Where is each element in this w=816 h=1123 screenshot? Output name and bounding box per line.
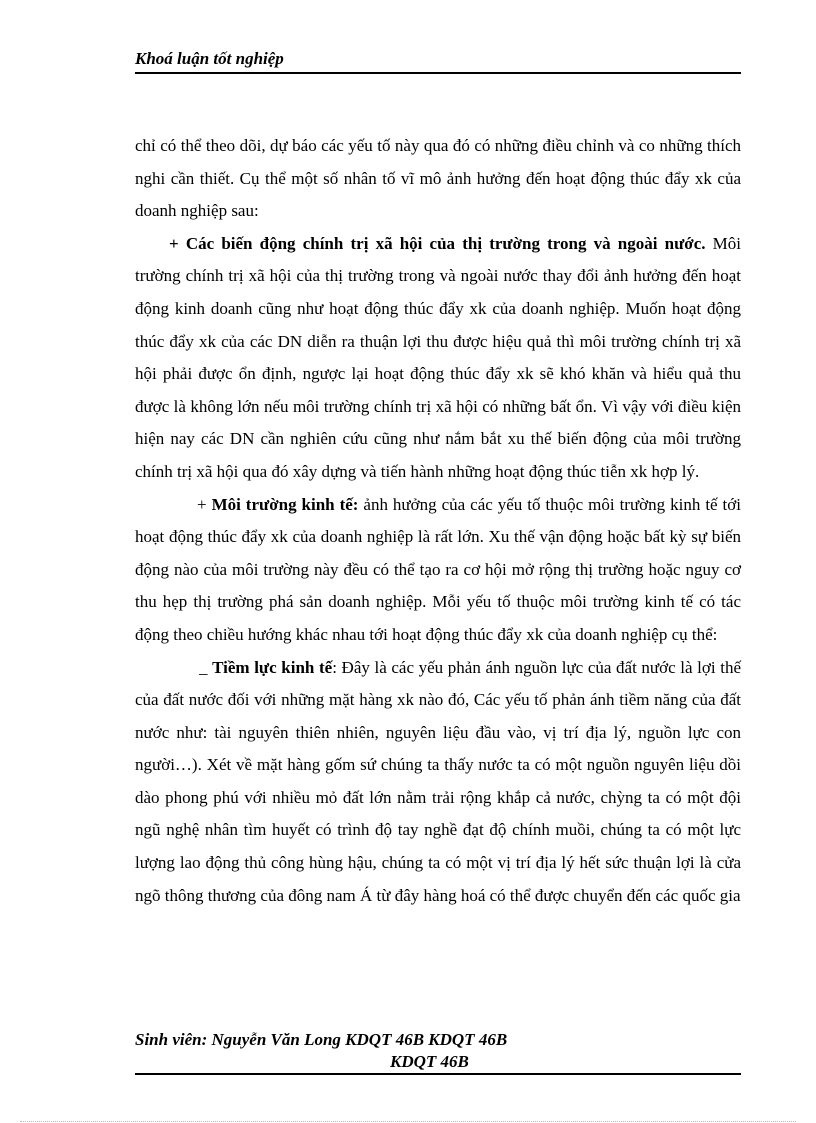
- bullet-economic: +: [197, 494, 212, 514]
- text-political: Môi trường chính trị xã hội của thị trường trong và ngoài nước thay đổi ảnh hưởng đến hoạt động kinh doanh cũng như hoạt động thúc đẩy xk của doanh nghiệp. Muốn hoạt động thúc đẩy xk của các DN diễn ra thuận lợi thu được hiệu quả thì môi trường chính trị xã hội phải được ổn định, ngược lại hoạt động thúc đẩy xk sẽ khó khăn và hiểu quả thu được là không lớn nếu môi trường chính trị xã hội có những bất ổn. Vì vậy với điều kiện hiện nay các DN cần nghiên cứu cũng như nắm bắt xu thế biến động của môi trường chính trị xã hội qua đó xây dựng và tiến hành những hoạt động thúc tiễn xk hợp lý.: [135, 233, 741, 481]
- heading-economic: Môi trường kinh tế:: [211, 494, 359, 514]
- text-economic: ảnh hưởng của các yếu tố thuộc môi trường kinh tế tới hoạt động thúc đẩy xk của doanh nghiệp là rất lớn. Xu thế vận động hoặc bất kỳ sự biến động nào của môi trường này đều có thể tạo ra cơ hội mở rộng thị trường hoặc nguy cơ thu hẹp thị trường phá sản doanh nghiệp. Mỗi yếu tố thuộc môi trường kinh tế có tác động theo chiều hướng khác nhau tới hoạt động thúc đẩy xk của doanh nghiệp cụ thể:: [135, 494, 741, 644]
- text-potential: : Đây là các yếu phản ánh nguồn lực của đất nước là lợi thế của đất nước đối với những mặt hàng xk nào đó, Các yếu tố phản ánh tiềm năng của đất nước như: tài nguyên thiên nhiên, nguyên liệu đầu vào, vị trí địa lý, nguồn lực con người…). Xét về mặt hàng gốm sứ chúng ta thấy nước ta có một nguồn nguyên liệu dồi dào phong phú với nhiều mỏ đất lớn nằm trải rộng khắp cả nước, chỳng ta có một đội ngũ nghệ nhân tìm huyết có trình độ tay nghề đạt độ chính muồi, chúng ta có một lực lượng lao động thủ công hùng hậu, chúng ta có một vị trí địa lý hết sức thuận lợi là cửa ngõ thông thương của đông nam Á từ đây hàng hoá có thể được chuyển đến các quốc gia: [135, 657, 741, 905]
- paragraph-intro: chỉ có thể theo dõi, dự báo các yếu tố này qua đó có những điều chỉnh và co những thích nghi cần thiết. Cụ thể một số nhân tố vĩ mô ảnh hưởng đến hoạt động thúc đẩy xk của doanh nghiệp sau:: [135, 136, 741, 221]
- heading-political: + Các biến động chính trị xã hội của thị trường trong và ngoài nước.: [169, 233, 706, 253]
- document-body: [135, 130, 741, 912]
- bullet-potential: _: [199, 657, 213, 677]
- heading-potential: Tiềm lực kinh tế: [212, 657, 333, 677]
- header-title: Khoá luận tốt nghiệp: [135, 49, 284, 68]
- paragraph-potential: [135, 652, 741, 913]
- footer-author: Sinh viên: Nguyễn Văn Long KDQT 46B KDQT 46B: [135, 1030, 508, 1049]
- page-header: [135, 48, 741, 74]
- paragraph-economic: [135, 489, 741, 652]
- page-boundary-divider: [20, 1121, 796, 1122]
- footer-class: KDQT 46B: [390, 1052, 469, 1071]
- page-footer: [135, 1029, 741, 1075]
- paragraph-political: [135, 228, 741, 489]
